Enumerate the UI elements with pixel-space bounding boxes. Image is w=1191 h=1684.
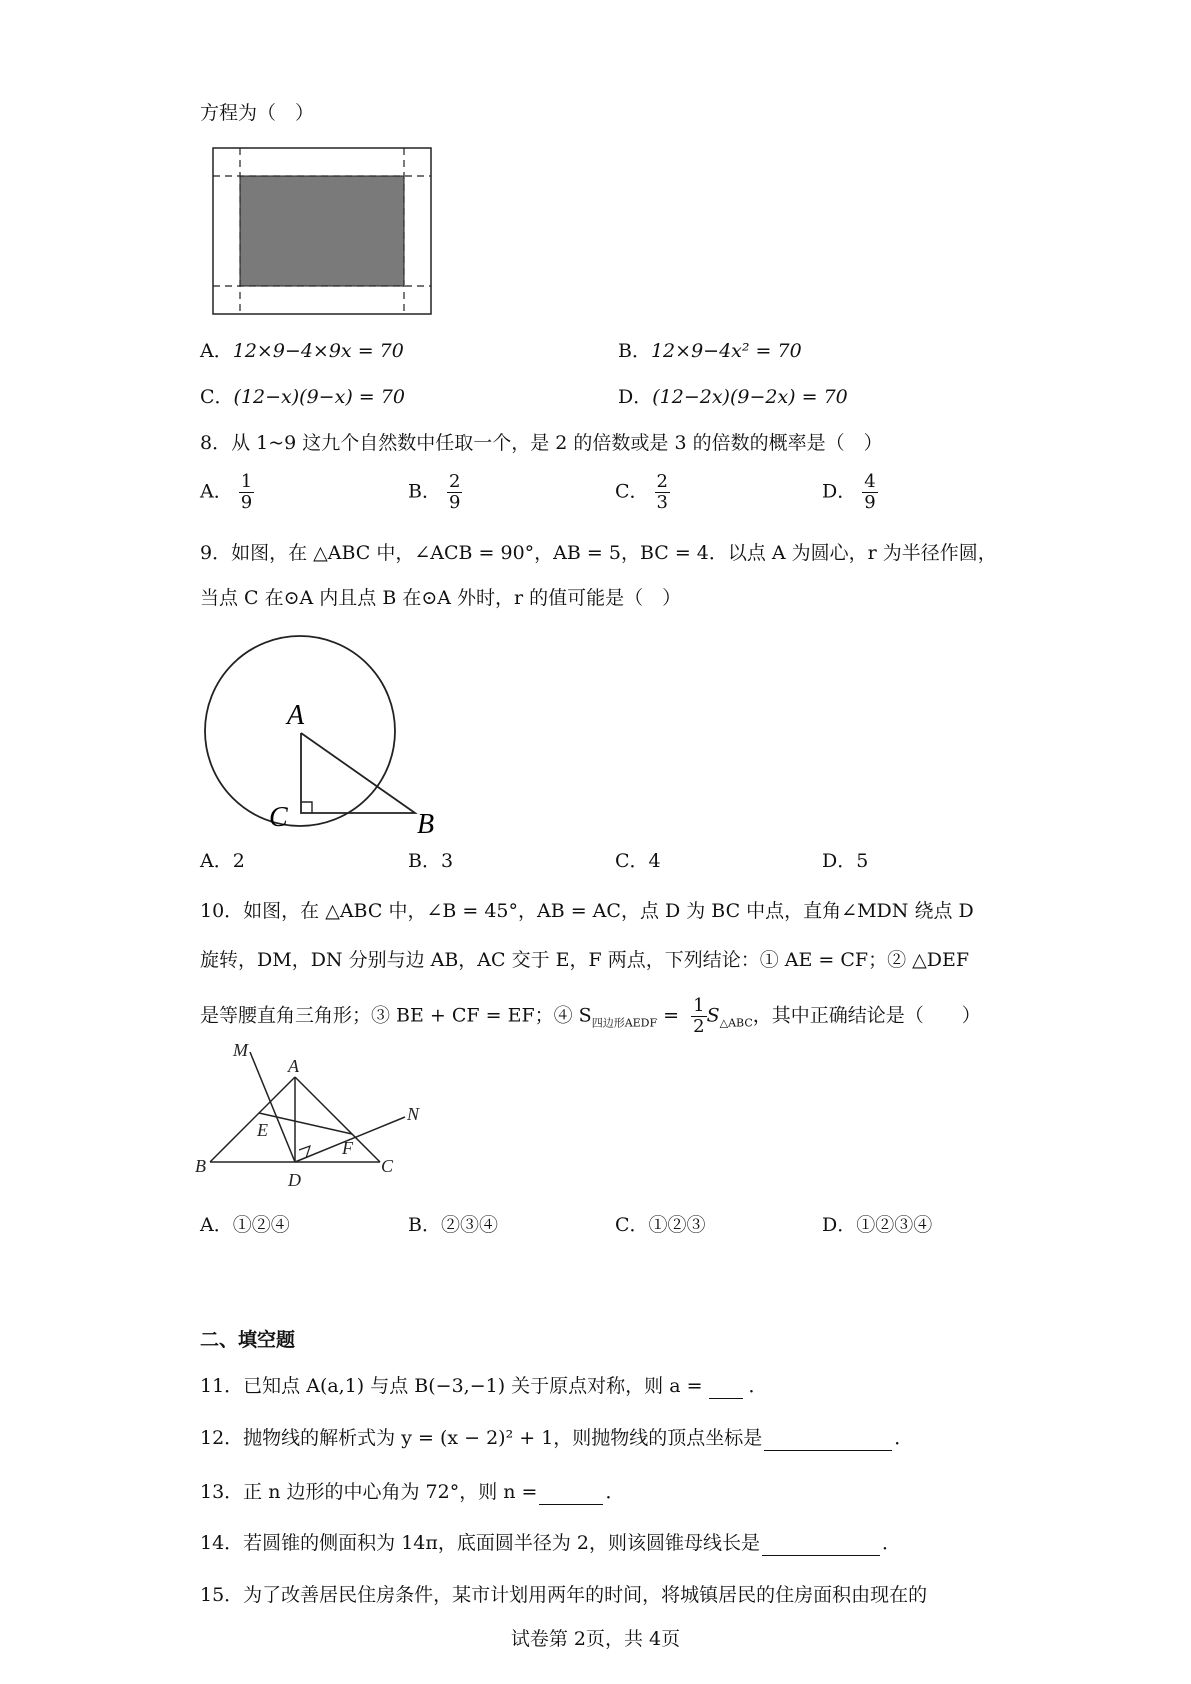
q11-answer-blank[interactable]: [709, 1378, 743, 1399]
q7-figure: [205, 140, 439, 322]
q9-option-d[interactable]: D．5: [822, 850, 869, 872]
fraction-half: $\frac{1}{2}$: [693, 995, 705, 1037]
q8-option-d[interactable]: D． $\frac{4}{9}$: [822, 471, 876, 513]
q10-segment-ef: [259, 1113, 352, 1134]
q9-right-angle-mark: [301, 802, 312, 813]
q9-label-c: C: [269, 802, 288, 833]
q7-option-c[interactable]: C．(12−x)(9−x) = 70: [200, 386, 405, 408]
q7-option-b[interactable]: B．12×9−4x² = 70: [618, 340, 802, 362]
fraction: $\frac{2}{9}$: [448, 471, 461, 513]
q8-option-b[interactable]: B． $\frac{2}{9}$: [408, 471, 461, 513]
q12: 12．抛物线的解析式为 y = (x − 2)² + 1，则抛物线的顶点坐标是 ．: [200, 1427, 914, 1449]
q9-label-b: B: [417, 809, 435, 838]
section-title-fill-in: 二、填空题: [200, 1329, 296, 1351]
q10-segment-ac: [295, 1077, 380, 1162]
q13-answer-blank[interactable]: [539, 1484, 603, 1505]
q12-answer-blank[interactable]: [764, 1430, 892, 1451]
q10-label-a: A: [288, 1056, 299, 1076]
q9-figure: [195, 628, 455, 838]
q10-label-n: N: [407, 1104, 420, 1124]
q8-stem: 8．从 1~9 这九个自然数中任取一个，是 2 的倍数或是 3 的倍数的概率是（ ）: [200, 432, 883, 454]
q13: 13．正 n 边形的中心角为 72°，则 n = ．: [200, 1481, 625, 1503]
q10-segment-ab: [210, 1077, 295, 1162]
q10-label-f: F: [342, 1138, 353, 1158]
q10-label-b: B: [195, 1156, 206, 1176]
q10-label-c: C: [381, 1156, 394, 1176]
q10-label-m: M: [233, 1040, 248, 1060]
q7-shaded-rect: [240, 176, 404, 286]
q8-option-c[interactable]: C． $\frac{2}{3}$: [615, 471, 668, 513]
page-footer: 试卷第 2页，共 4页: [510, 1628, 681, 1650]
q9-triangle: [301, 733, 415, 813]
fraction: $\frac{1}{9}$: [240, 471, 253, 513]
q10-label-d: D: [288, 1170, 301, 1190]
q9-option-a[interactable]: A．2: [200, 850, 245, 872]
q10-label-e: E: [257, 1120, 268, 1140]
q9-stem-line2: 当点 C 在⊙A 内且点 B 在⊙A 外时，r 的值可能是（ ）: [200, 587, 682, 609]
fraction: $\frac{4}{9}$: [864, 471, 876, 513]
q11: 11．已知点 A(a,1) 与点 B(−3,−1) 关于原点对称，则 a = ．: [200, 1375, 768, 1397]
q10-figure: [195, 1040, 435, 1190]
q9-stem-line1: 9．如图，在 △ABC 中，∠ACB = 90°，AB = 5，BC = 4．以点 A 为圆心，r 为半径作圆，: [200, 542, 997, 564]
q10-stem-line1: 10．如图，在 △ABC 中，∠B = 45°，AB = AC，点 D 为 BC 中点，直角∠MDN 绕点 D: [200, 900, 974, 922]
q10-option-b[interactable]: B．②③④: [408, 1214, 498, 1236]
q7-option-d[interactable]: D．(12−2x)(9−2x) = 70: [618, 386, 848, 408]
q7-stem-tail: 方程为（ ）: [200, 102, 315, 124]
q15-stem: 15．为了改善居民住房条件，某市计划用两年的时间，将城镇居民的住房面积由现在的: [200, 1584, 928, 1606]
q9-option-c[interactable]: C．4: [615, 850, 661, 872]
q14: 14．若圆锥的侧面积为 14π，底面圆半径为 2，则该圆锥母线长是 ．: [200, 1532, 902, 1554]
q10-option-c[interactable]: C．①②③: [615, 1214, 706, 1236]
q9-label-a: A: [287, 700, 305, 731]
q10-stem-line2: 旋转，DM，DN 分别与边 AB，AC 交于 E，F 两点，下列结论：① AE = CF；② △DEF: [200, 949, 970, 971]
q10-stem-line3: 是等腰直角三角形；③ BE + CF = EF；④ $S_{四边形AEDF}$ = $\frac{1}{2}$ $S_{\triangle ABC}$，其中正确结论是（ ）: [200, 995, 981, 1037]
q9-option-b[interactable]: B．3: [408, 850, 454, 872]
q8-option-a[interactable]: A． $\frac{1}{9}$: [200, 471, 253, 513]
q10-option-a[interactable]: A．①②④: [200, 1214, 290, 1236]
q7-option-a[interactable]: A．12×9−4×9x = 70: [200, 340, 404, 362]
fraction: $\frac{2}{3}$: [656, 471, 668, 513]
q14-answer-blank[interactable]: [762, 1535, 880, 1556]
q10-option-d[interactable]: D．①②③④: [822, 1214, 933, 1236]
q9-circle: [205, 636, 395, 826]
